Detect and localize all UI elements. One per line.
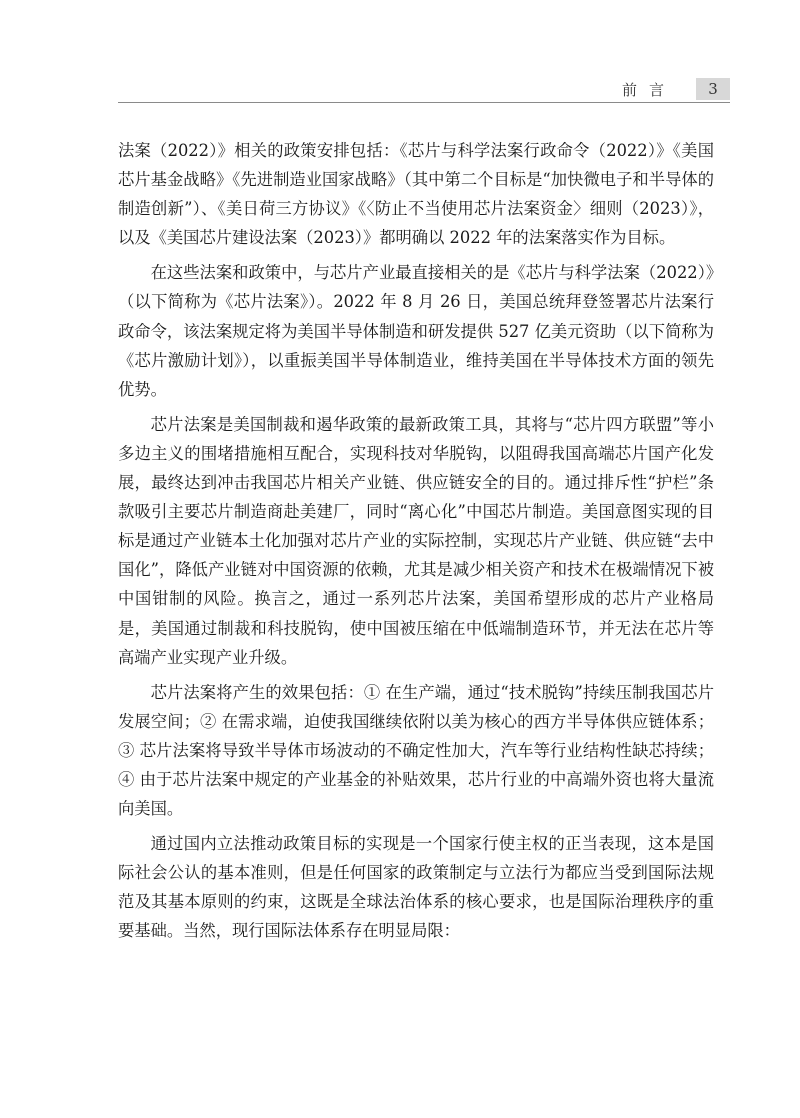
- running-header: [622, 78, 730, 100]
- paragraph: 芯片法案将产生的效果包括：① 在生产端，通过“技术脱钩”持续压制我国芯片发展空间；② 在需求端，迫使我国继续依附以美为核心的西方半导体供应链体系；③ 芯片法案将导致半导体市场波动的不确定性加大，汽车等行业结构性缺芯持续；④ 由于芯片法案中规定的产业基金的补贴效果，芯片行业的中高端外资也将大量流向美国。: [118, 682, 714, 819]
- page-number: 3: [696, 78, 730, 100]
- paragraph: 芯片法案是美国制裁和遏华政策的最新政策工具，其将与“芯片四方联盟”等小多边主义的围堵措施相互配合，实现科技对华脱钩，以阻碍我国高端芯片国产化发展，最终达到冲击我国芯片相关产业链、供应链安全的目的。通过排斥性“护栏”条款吸引主要芯片制造商赴美建厂，同时“离心化”中国芯片制造。美国意图实现的目标是通过产业链本土化加强对芯片产业的实际控制，实现芯片产业链、供应链“去中国化”，降低产业链对中国资源的依赖，尤其是减少相关资产和技术在极端情况下被中国钳制的风险。换言之，通过一系列芯片法案，美国希望形成的芯片产业格局是，美国通过制裁和科技脱钩，使中国被压缩在中低端制造环节，并无法在芯片等高端产业实现产业升级。: [118, 414, 714, 667]
- running-header-title: 前言: [621, 80, 676, 99]
- paragraph: 在这些法案和政策中，与芯片产业最直接相关的是《芯片与科学法案（2022）》（以下简称为《芯片法案》）。2022 年 8 月 26 日，美国总统拜登签署芯片法案行政命令，该法案规定将为美国半导体制造和研发提供 527 亿美元资助（以下简称为《芯片激励计划》），以重振美国半导体制造业，维持美国在半导体技术方面的领先优势。: [118, 263, 714, 399]
- paragraph-continued: 法案（2022）》相关的政策安排包括：《芯片与科学法案行政命令（2022）》《美国芯片基金战略》《先进制造业国家战略》（其中第二个目标是“加快微电子和半导体的制造创新”）、《美日荷三方协议》《〈防止不当使用芯片法案资金〉细则（2023）》，以及《美国芯片建设法案（2023）》都明确以 2022 年的法案落实作为目标。: [118, 141, 714, 248]
- body-text: [118, 136, 714, 952]
- header-divider: [118, 102, 730, 103]
- paragraph: 通过国内立法推动政策目标的实现是一个国家行使主权的正当表现，这本是国际社会公认的基本准则，但是任何国家的政策制定与立法行为都应当受到国际法规范及其基本原则的约束，这既是全球法治体系的核心要求，也是国际治理秩序的重要基础。当然，现行国际法体系存在明显局限：: [118, 834, 714, 941]
